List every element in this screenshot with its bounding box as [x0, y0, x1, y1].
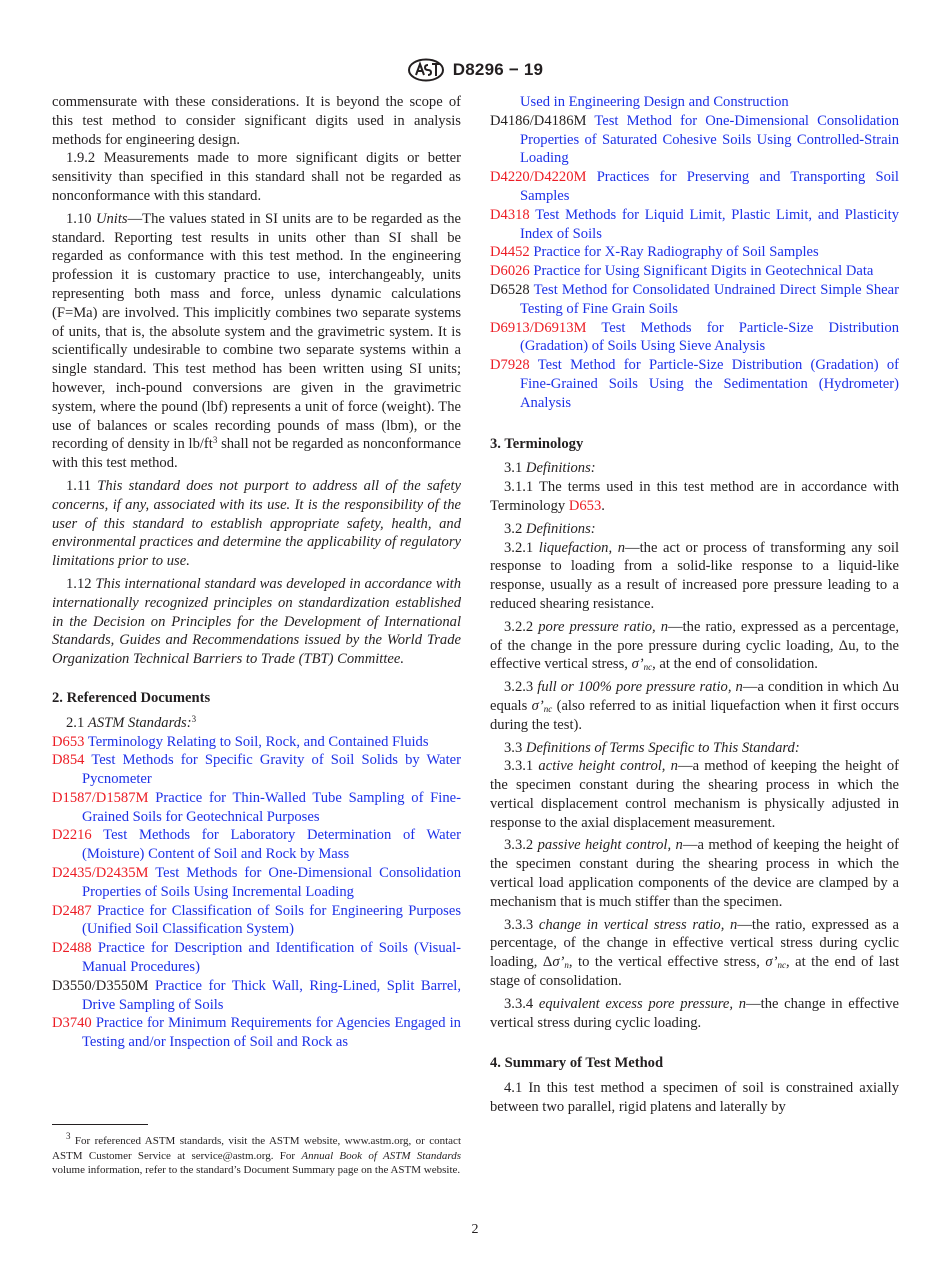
- reference-item[interactable]: D6528 Test Method for Consolidated Undrained Direct Simple Shear Testing of Fine Grain Soils: [490, 281, 899, 317]
- paragraph-3-2-1: 3.2.1 liquefaction, n—the act or process of transforming any soil response to loading from a solid-like response to a liquid-like response, usually as a result of increased pore pressure leading to a reduced shearing resistance.: [490, 539, 900, 612]
- astm-logo-icon: [407, 58, 445, 82]
- reference-item[interactable]: D2216 Test Methods for Laboratory Determination of Water (Moisture) Content of Soil and Rock by Mass: [52, 827, 461, 863]
- section-3-heading: 3. Terminology: [490, 435, 584, 452]
- reference-link[interactable]: D653: [568, 497, 602, 514]
- document-id: D8296 − 19: [452, 60, 544, 79]
- paragraph-1-12: 1.12 This international standard was developed in accordance with internationally recognized principles on standardization established in the Decision on Principles for the Development of International Standards, Guides and Recommendations issued by the World Trade Organization Technical Barriers to Trade (TBT) Committee.: [52, 575, 461, 668]
- paragraph-4-1: 4.1 In this test method a specimen of soil is constrained axially between two parallel, rigid platens and laterally by: [490, 1080, 899, 1116]
- paragraph-3-2-3: 3.2.3 full or 100% pore pressure ratio, n—a condition in which Δu equals $\sigma’_{nc}$ (also referred to as initial liquefaction when it first occurs during the test).: [490, 679, 900, 733]
- reference-item[interactable]: D4220/D4220M Practices for Preserving and Transporting Soil Samples: [490, 169, 899, 204]
- reference-item[interactable]: D2488 Practice for Description and Identification of Soils (Visual-Manual Procedures): [52, 940, 462, 976]
- reference-item[interactable]: D854 Test Methods for Specific Gravity of Soil Solids by Water Pycnometer: [52, 752, 462, 788]
- reference-item[interactable]: D4186/D4186M Test Method for One-Dimensional Consolidation Properties of Saturated Cohesive Soils Using Controlled-Strain Loading: [490, 112, 899, 167]
- reference-item[interactable]: D2435/D2435M Test Methods for One-Dimensional Consolidation Properties of Soils Using Incremental Loading: [52, 865, 462, 900]
- left-column: [52, 93, 461, 1052]
- paragraph-1-9-2: 1.9.2 Measurements made to more significant digits or better sensitivity than specified in this standard shall not be regarded as nonconformance with this standard.: [52, 150, 461, 204]
- page-number: 2: [471, 1222, 479, 1237]
- paragraph-3-3-1: 3.3.1 active height control, n—a method of keeping the height of the specimen constant during the shearing process in which the vertical displacement control mechanism is physically adjusted in response to the axial displacement measurement.: [490, 758, 899, 831]
- paragraph-3-3-4: 3.3.4 equivalent excess pore pressure, n—the change in effective vertical stress during cyclic loading.: [490, 995, 899, 1031]
- paragraph-3-3-2: 3.3.2 passive height control, n—a method of keeping the height of the specimen constant during the shearing process in which the vertical load application components of the device are clamped by a mechanism that is much stiffer than the specimen.: [490, 837, 899, 910]
- reference-item-continuation[interactable]: Used in Engineering Design and Construction: [520, 94, 789, 110]
- reference-item[interactable]: D653 Terminology Relating to Soil, Rock, and Contained Fluids: [52, 733, 429, 750]
- paragraph-3-1-1: 3.1.1 The terms used in this test method are in accordance with Terminology D653.: [490, 479, 899, 514]
- paragraph-1-10: 1.10 Units—The values stated in SI units are to be regarded as the standard. Reporting test results in units other than SI shall be regarded as conformance with this test method. In the engineering profession it is customary practice to use, interchangeably, units representing both mass and force, unless dynamic calculations (F=Ma) are involved. This implicitly combines two separate systems of units, that is, the absolute system and the gravimetric system. It is scientifically undesirable to combine two separate systems within a single standard. This test method has been written using SI units; however, inch-pound conversions are given in the gravimetric system, where the pound (lbf) represents a unit of force (weight). The use of balances or scales recording pounds of mass (lbm), or the recording of density in $lb/ft^3$ shall not be regarded as nonconformance with this test method.: [52, 210, 461, 472]
- reference-item[interactable]: D2487 Practice for Classification of Soils for Engineering Purposes (Unified Soil Classification System): [52, 902, 461, 938]
- paragraph-1-11: 1.11 This standard does not purport to address all of the safety concerns, if any, associated with its use. It is the responsibility of the user of this standard to establish appropriate safety, health, and environmental practices and determine the applicability of regulatory limitations prior to use.: [52, 477, 461, 570]
- footnote: $^3$ For referenced ASTM standards, visit the ASTM website, www.astm.org, or contact ASTM Customer Service at service@astm.org. For Annual Book of ASTM Standards volume information, refer to the standard’s Document Summary page on the ASTM website.: [52, 1131, 461, 1176]
- right-column: [490, 93, 899, 1117]
- reference-item[interactable]: D1587/D1587M Practice for Thin-Walled Tube Sampling of Fine-Grained Soils for Geotechnical Purposes: [52, 789, 461, 825]
- reference-item[interactable]: D6026 Practice for Using Significant Digits in Geotechnical Data: [490, 263, 874, 280]
- footnote-divider: [52, 1124, 148, 1125]
- section-4-heading: 4. Summary of Test Method: [490, 1055, 664, 1072]
- reference-item[interactable]: D3550/D3550M Practice for Thick Wall, Ring-Lined, Split Barrel, Drive Sampling of Soils: [52, 977, 462, 1013]
- paragraph-continuation: commensurate with these considerations. It is beyond the scope of this test method to consider significant digits used in analysis methods for engineering design.: [52, 94, 461, 148]
- paragraph-3-3: 3.3 Definitions of Terms Specific to This Standard:: [504, 739, 800, 756]
- reference-item[interactable]: D6913/D6913M Test Methods for Particle-Size Distribution (Gradation) of Soils Using Sieve Analysis: [490, 319, 899, 355]
- page-header: [0, 56, 950, 84]
- paragraph-2-1: 2.1 ASTM Standards:$^3$: [66, 713, 197, 731]
- reference-item[interactable]: D4318 Test Methods for Liquid Limit, Plastic Limit, and Plasticity Index of Soils: [490, 206, 900, 242]
- reference-item[interactable]: D3740 Practice for Minimum Requirements for Agencies Engaged in Testing and/or Inspection of Soil and Rock as: [52, 1015, 461, 1051]
- paragraph-3-3-3: 3.3.3 change in vertical stress ratio, n—the ratio, expressed as a percentage, of the change in effective vertical stress during cyclic loading, $\Delta\sigma’_n$, to the vertical effective stress, $\sigma’_{nc}$, at the end of last stage of consolidation.: [490, 916, 900, 990]
- paragraph-3-1: 3.1 Definitions:: [504, 460, 596, 477]
- paragraph-3-2: 3.2 Definitions:: [504, 520, 596, 537]
- reference-item[interactable]: D4452 Practice for X-Ray Radiography of Soil Samples: [490, 244, 819, 261]
- reference-item[interactable]: D7928 Test Method for Particle-Size Distribution (Gradation) of Fine-Grained Soils Using the Sedimentation (Hydrometer) Analysis: [490, 357, 899, 411]
- paragraph-3-2-2: 3.2.2 pore pressure ratio, n—the ratio, expressed as a percentage, of the change in the pore pressure during cyclic loading, Δu, to the effective vertical stress, $\sigma’_{nc}$, at the end of consolidation.: [490, 618, 899, 673]
- section-2-heading: 2. Referenced Documents: [52, 689, 211, 706]
